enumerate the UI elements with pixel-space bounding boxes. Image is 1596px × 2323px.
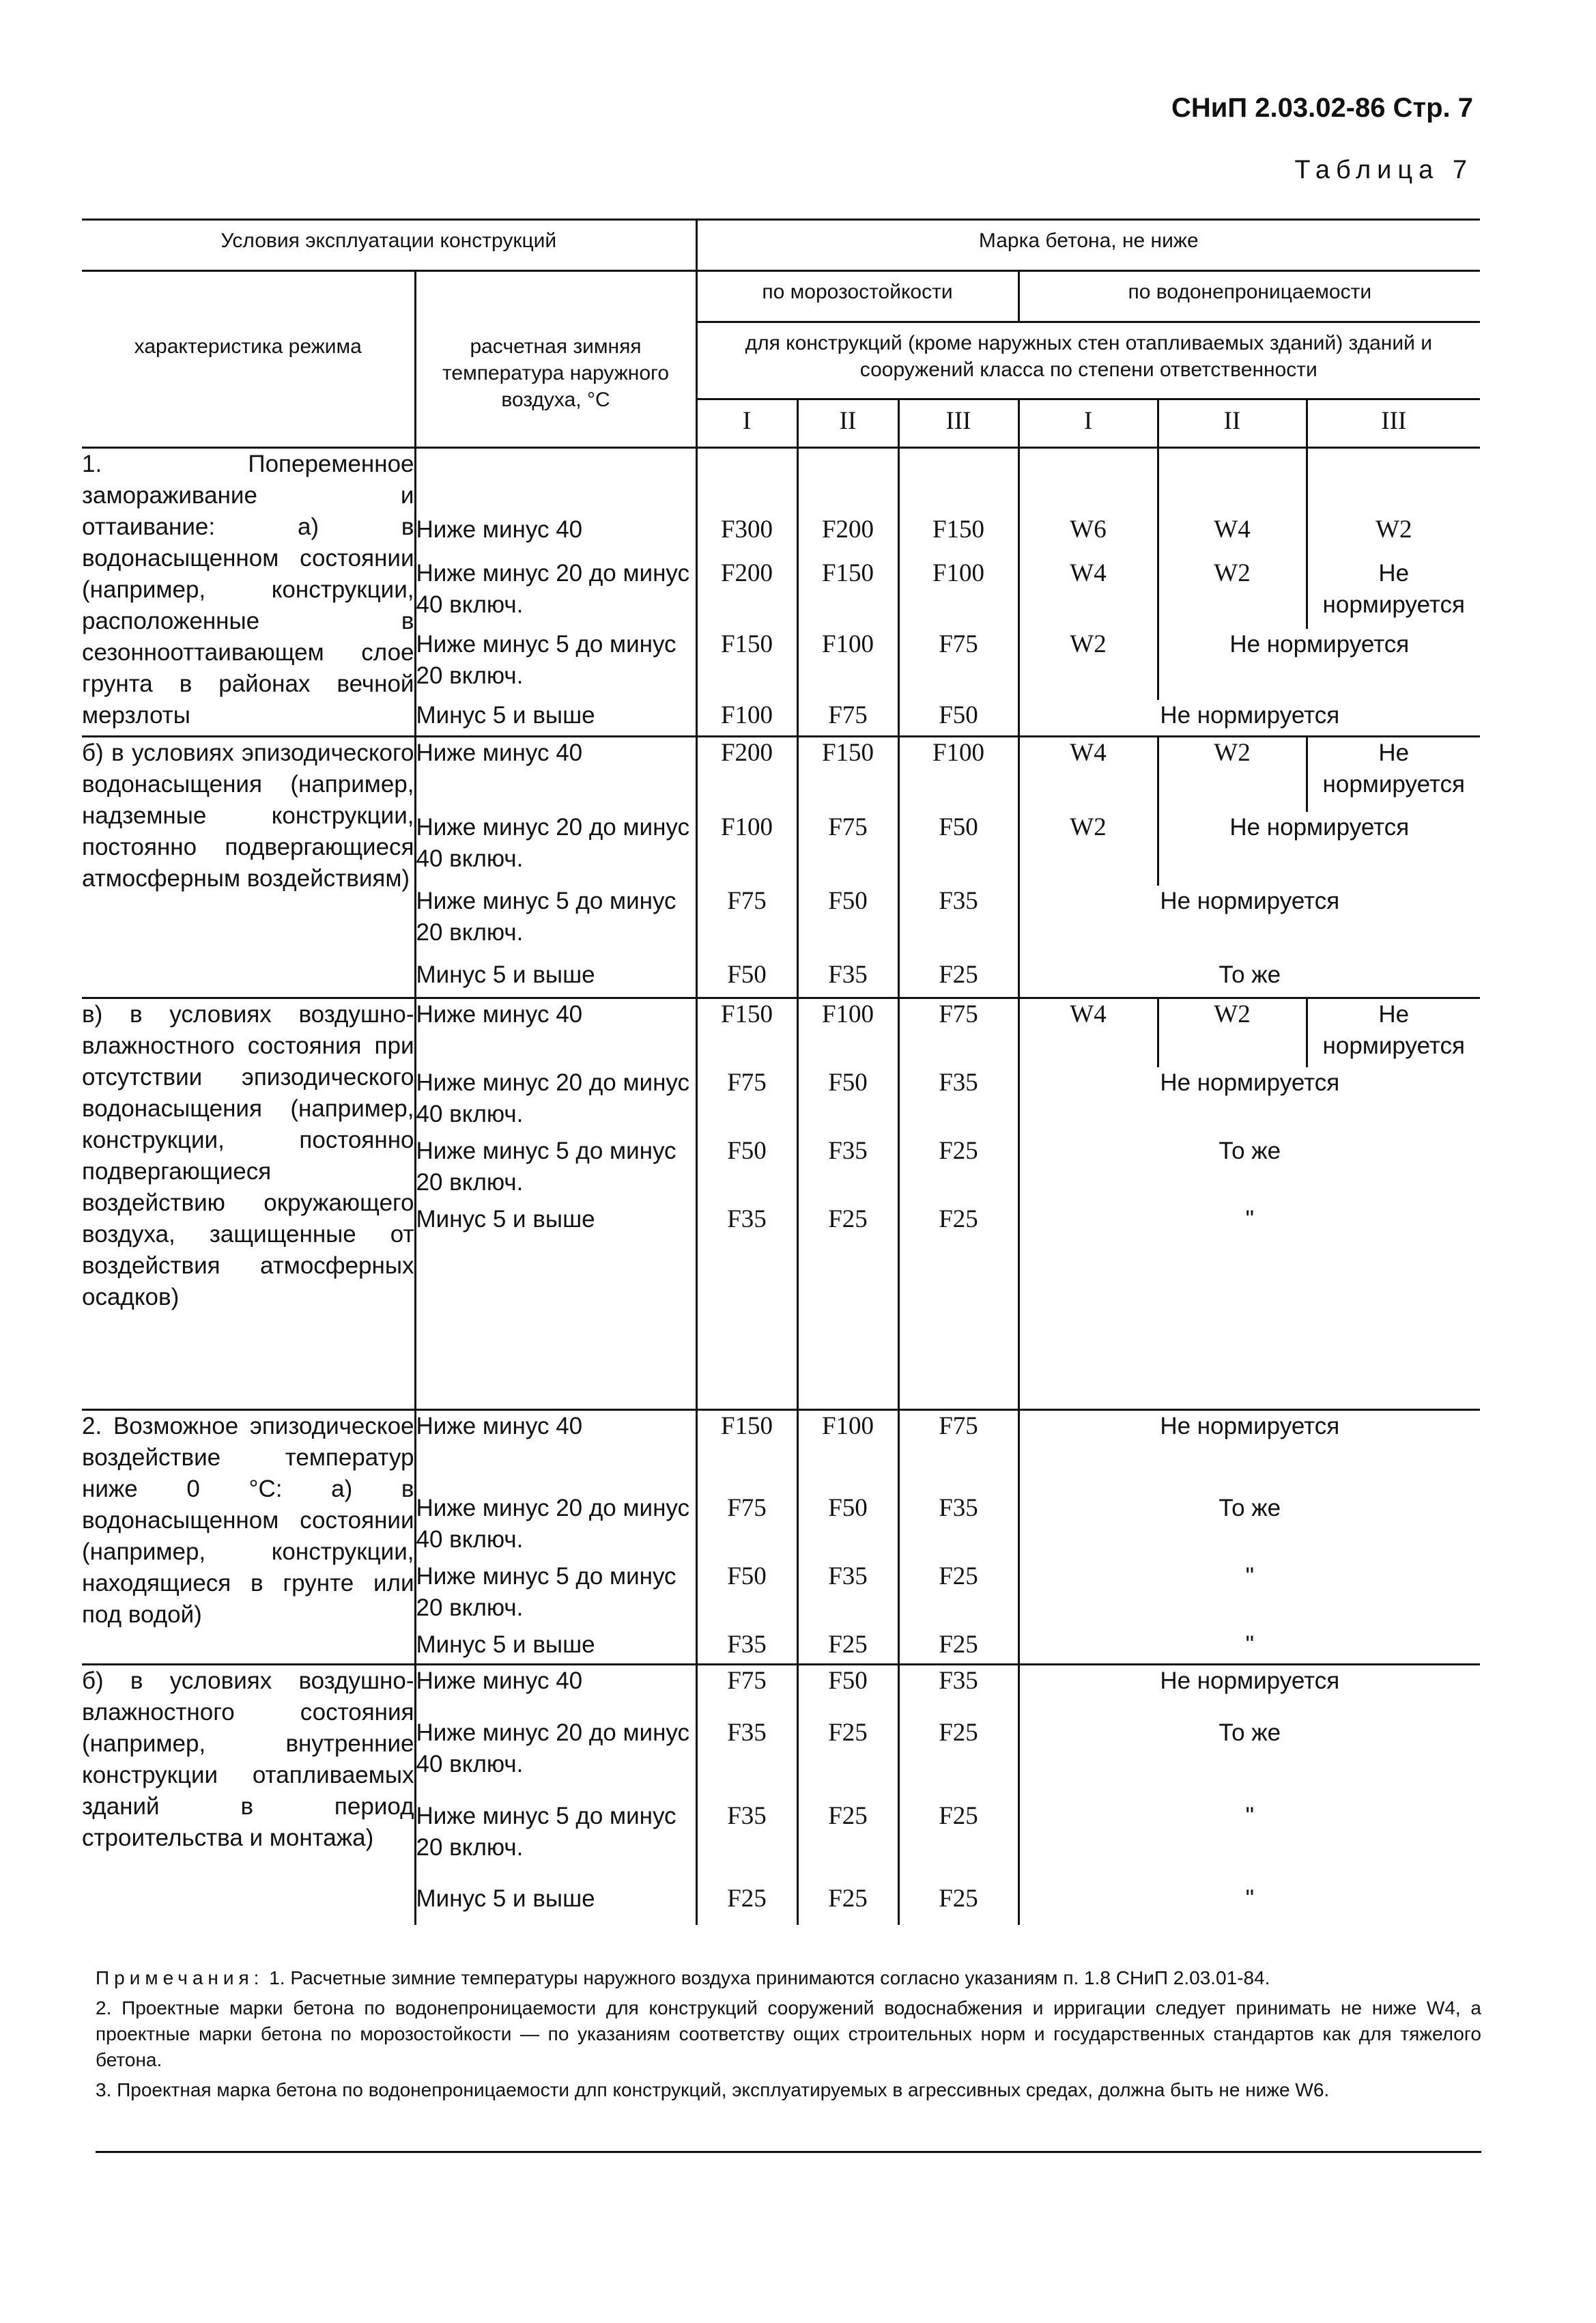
water-value: W2	[1307, 448, 1480, 559]
frost-value: F100	[696, 700, 797, 737]
temperature-cell: Ниже минус 40	[415, 998, 696, 1068]
water-value: W4	[1018, 998, 1158, 1068]
note-3: 3. Проектная марка бетона по водонепроницаемости длп конструкций, эксплуатируемых в агрессивных средах, должна быть не ниже W6.	[96, 2079, 1330, 2100]
note-2: 2. Проектные марки бетона по водонепроницаемости для конструкций сооружений водоснабжения и ирригации следует принимать не ниже W4, а проектные марки бетона по морозостойкости — по указаниям соответству ощих строительных норм и государственных стандартов как для тяжелого бетона.	[96, 1997, 1481, 2070]
frost-value: F35	[696, 1717, 797, 1801]
frost-value: F25	[797, 1204, 898, 1410]
concrete-grade-table	[82, 219, 1480, 1925]
frost-value: F50	[797, 886, 898, 959]
frost-value: F75	[696, 1665, 797, 1718]
frost-value: F75	[696, 1493, 797, 1561]
temperature-cell: Минус 5 и выше	[415, 1883, 696, 1925]
water-value: W6	[1018, 448, 1158, 559]
water-value: "	[1018, 1561, 1480, 1629]
frost-value: F25	[898, 1561, 1018, 1629]
frost-value: F25	[898, 1883, 1018, 1925]
frost-value: F25	[797, 1801, 898, 1884]
water-value: То же	[1018, 1717, 1480, 1801]
water-value: W2	[1158, 998, 1307, 1068]
frost-value: F50	[696, 1136, 797, 1204]
note-1	[96, 1965, 1481, 1991]
frost-value: F75	[898, 629, 1018, 700]
frost-value: F100	[696, 812, 797, 886]
temperature-cell: Минус 5 и выше	[415, 700, 696, 737]
frost-value: F100	[898, 737, 1018, 812]
water-value: Не нормируется	[1158, 812, 1480, 886]
frost-value: F150	[797, 558, 898, 629]
header-grade: Марка бетона, не ниже	[696, 220, 1480, 271]
temperature-cell: Ниже минус 5 до минус 20 включ.	[415, 629, 696, 700]
frost-value: F75	[898, 998, 1018, 1068]
frost-value: F200	[797, 448, 898, 559]
condition-cell: б) в условиях воздушно-влажностного состояния (например, внутренние конструкции отапливаемых зданий в период строительства и монтажа)	[82, 1667, 414, 1851]
temperature-cell: Минус 5 и выше	[415, 959, 696, 998]
temperature-cell: Ниже минус 5 до минус 20 включ.	[415, 1136, 696, 1204]
water-value: W2	[1158, 558, 1307, 629]
water-value: То же	[1018, 959, 1480, 998]
frost-value: F150	[797, 737, 898, 812]
frost-value: F35	[696, 1204, 797, 1410]
bottom-rule	[96, 2151, 1481, 2153]
frost-value: F25	[797, 1717, 898, 1801]
condition-cell: 2. Возможное эпизодическое воздействие температур ниже 0 °С: а) в водонасыщенном состоянии (например, конструкции, находящиеся в грунте или под водой)	[82, 1410, 415, 1665]
frost-value: F100	[898, 558, 1018, 629]
frost-value: F150	[696, 998, 797, 1068]
class-header: III	[1307, 399, 1480, 448]
temperature-cell: Ниже минус 40	[415, 1665, 696, 1718]
temperature-cell: Ниже минус 20 до минус 40 включ.	[415, 1067, 696, 1136]
temperature-cell: Ниже минус 40	[415, 737, 696, 812]
temperature-cell: Минус 5 и выше	[415, 1204, 696, 1410]
frost-value: F200	[696, 558, 797, 629]
water-value: W2	[1018, 629, 1158, 700]
condition-cell: б) в условиях эпизодического водонасыщения (например, надземные конструкции, постоянно подвергающиеся атмосферным воздействиям)	[82, 740, 414, 892]
temperature-cell: Ниже минус 20 до минус 40 включ.	[415, 1493, 696, 1561]
water-value: Не нормируется	[1307, 998, 1480, 1068]
document-header: СНиП 2.03.02-86 Стр. 7	[1171, 93, 1473, 123]
frost-value: F35	[898, 1493, 1018, 1561]
frost-value: F50	[696, 1561, 797, 1629]
note-1-text: 1. Расчетные зимние температуры наружного воздуха принимаются согласно указаниям п. 1.8 СНиП 2.03.01-84.	[269, 1967, 1270, 1988]
water-value: W2	[1158, 737, 1307, 812]
class-header: II	[797, 399, 898, 448]
water-value: Не нормируется	[1018, 1410, 1480, 1493]
temperature-cell: Минус 5 и выше	[415, 1629, 696, 1665]
frost-value: F25	[696, 1883, 797, 1925]
frost-value: F50	[696, 959, 797, 998]
frost-value: F50	[898, 700, 1018, 737]
header-temperature: расчетная зимняя температура наружного воздуха, °С	[415, 271, 696, 448]
frost-value: F35	[898, 886, 1018, 959]
water-value: W2	[1018, 812, 1158, 886]
water-value: То же	[1018, 1493, 1480, 1561]
frost-value: F35	[898, 1665, 1018, 1718]
frost-value: F35	[898, 1067, 1018, 1136]
header-class-note: для конструкций (кроме наружных стен отапливаемых зданий) зданий и сооружений класса по степени ответственности	[696, 322, 1480, 399]
frost-value: F75	[696, 1067, 797, 1136]
frost-value: F25	[898, 1629, 1018, 1665]
frost-value: F75	[696, 886, 797, 959]
water-value: Не нормируется	[1018, 700, 1480, 737]
water-value: Не нормируется	[1158, 629, 1480, 700]
frost-value: F150	[898, 448, 1018, 559]
frost-value: F25	[898, 1801, 1018, 1884]
header-water: по водонепроницаемости	[1018, 271, 1480, 322]
frost-value: F35	[797, 1561, 898, 1629]
frost-value: F25	[898, 959, 1018, 998]
frost-value: F50	[797, 1067, 898, 1136]
frost-value: F300	[696, 448, 797, 559]
frost-value: F150	[696, 629, 797, 700]
temperature-cell: Ниже минус 20 до минус 40 включ.	[415, 1717, 696, 1801]
frost-value: F50	[898, 812, 1018, 886]
condition-cell: в) в условиях воздушно-влажностного состояния при отсутствии эпизодического водонасыщения (например, конструкции, постоянно подвергающиеся воздействию окружающего воздуха, защищенные от воздействия атмосферных осадков)	[82, 998, 415, 1410]
water-value: W4	[1158, 448, 1307, 559]
water-value: То же	[1018, 1136, 1480, 1204]
frost-value: F100	[797, 1410, 898, 1493]
temperature-cell: Ниже минус 5 до минус 20 включ.	[415, 886, 696, 959]
water-value: Не нормируется	[1018, 886, 1480, 959]
frost-value: F25	[797, 1629, 898, 1665]
frost-value: F35	[696, 1801, 797, 1884]
frost-value: F50	[797, 1665, 898, 1718]
class-header: I	[1018, 399, 1158, 448]
class-header: II	[1158, 399, 1307, 448]
frost-value: F25	[898, 1204, 1018, 1410]
water-value: Не нормируется	[1018, 1665, 1480, 1718]
frost-value: F25	[898, 1136, 1018, 1204]
temperature-cell: Ниже минус 40	[415, 448, 696, 559]
frost-value: F75	[797, 812, 898, 886]
header-conditions: Условия эксплуатации конструкций	[82, 220, 696, 271]
water-value: "	[1018, 1629, 1480, 1665]
temperature-cell: Ниже минус 20 до минус 40 включ.	[415, 812, 696, 886]
frost-value: F50	[797, 1493, 898, 1561]
frost-value: F35	[696, 1629, 797, 1665]
condition-cell: 1. Попеременное замораживание и оттаивание: а) в водонасыщенном состоянии (например, конструкции, расположенные в сезоннооттаивающем слое грунта в районах вечной мерзлоты	[82, 448, 415, 737]
frost-value: F75	[898, 1410, 1018, 1493]
class-header: III	[898, 399, 1018, 448]
frost-value: F100	[797, 998, 898, 1068]
water-value: "	[1018, 1801, 1480, 1884]
header-regime: характеристика режима	[82, 271, 415, 448]
temperature-cell: Ниже минус 40	[415, 1410, 696, 1493]
header-frost: по морозостойкости	[696, 271, 1018, 322]
frost-value: F35	[797, 1136, 898, 1204]
frost-value: F25	[797, 1883, 898, 1925]
water-value: Не нормируется	[1018, 1067, 1480, 1136]
water-value: W4	[1018, 737, 1158, 812]
notes-label: Примечания:	[96, 1967, 264, 1988]
temperature-cell: Ниже минус 5 до минус 20 включ.	[415, 1801, 696, 1884]
water-value: W4	[1018, 558, 1158, 629]
frost-value: F75	[797, 700, 898, 737]
frost-value: F200	[696, 737, 797, 812]
frost-value: F25	[898, 1717, 1018, 1801]
table-notes	[96, 1965, 1481, 2107]
water-value: "	[1018, 1204, 1480, 1410]
frost-value: F150	[696, 1410, 797, 1493]
frost-value: F100	[797, 629, 898, 700]
frost-value: F35	[797, 959, 898, 998]
class-header: I	[696, 399, 797, 448]
temperature-cell: Ниже минус 20 до минус 40 включ.	[415, 558, 696, 629]
table-title: Таблица 7	[1294, 156, 1473, 184]
temperature-cell: Ниже минус 5 до минус 20 включ.	[415, 1561, 696, 1629]
water-value: "	[1018, 1883, 1480, 1925]
water-value: Не нормируется	[1307, 737, 1480, 812]
water-value: Не нормируется	[1307, 558, 1480, 629]
